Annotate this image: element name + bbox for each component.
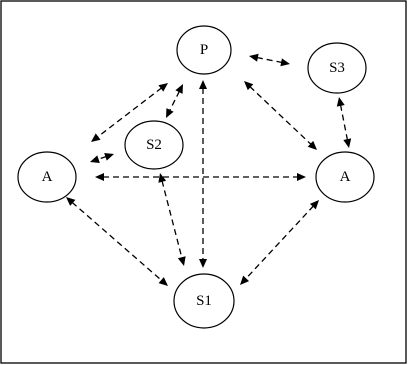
node-a-right	[316, 152, 374, 202]
node-s1-label: S1	[196, 293, 212, 309]
node-s3-label: S3	[329, 60, 345, 76]
node-s1	[174, 274, 234, 328]
node-p-label: P	[199, 42, 209, 58]
node-a-right-label: A	[339, 169, 351, 185]
node-a-left-label: A	[41, 169, 53, 185]
node-s2-label: S2	[146, 137, 162, 153]
node-a-left	[18, 152, 76, 202]
node-p	[177, 26, 231, 74]
node-s3	[308, 43, 366, 93]
node-s2	[125, 121, 183, 169]
